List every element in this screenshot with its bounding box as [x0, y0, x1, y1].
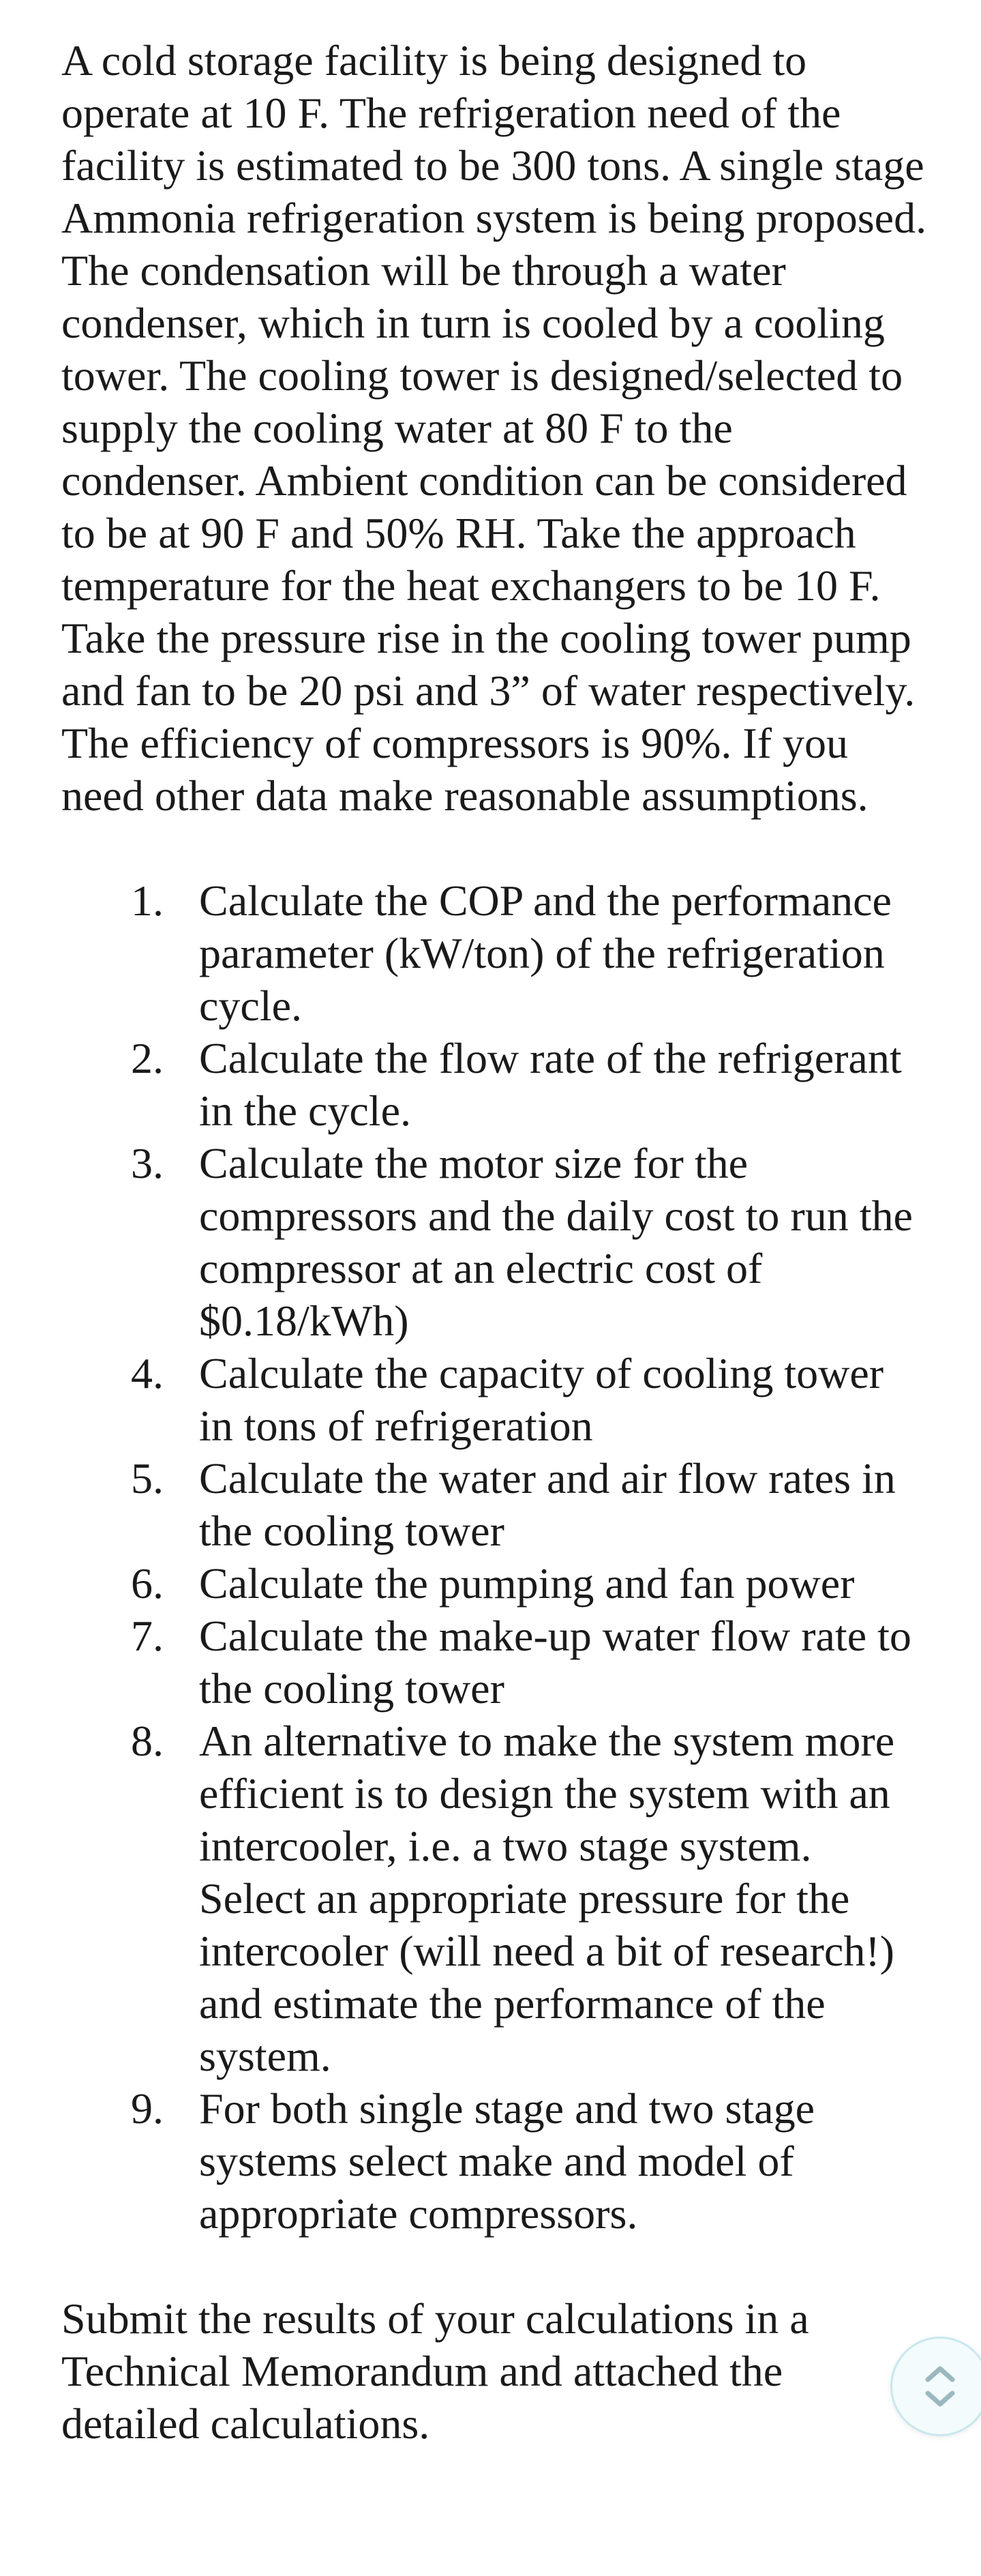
- task-item: [131, 1715, 927, 2082]
- intro-paragraph: A cold storage facility is being designed to operate at 10 F. The refrigeration need of the facility is estimated to be 300 tons. A single stage Ammonia refrigeration system is being proposed. The condensation will be through a water condenser, which in turn is cooled by a cooling tower. The cooling tower is designed/selected to supply the cooling water at 80 F to the condenser. Ambient condition can be considered to be at 90 F and 50% RH. Take the approach temperature for the heat exchangers to be 10 F. Take the pressure rise in the cooling tower pump and fan to be 20 psi and 3” of water respectively. The efficiency of compressors is 90%. If you need other data make reasonable assumptions.: [61, 36, 927, 820]
- task-item: [131, 1610, 927, 1715]
- task-text: Calculate the capacity of cooling tower in tons of refrigeration: [199, 1349, 884, 1450]
- task-item: [131, 1557, 927, 1610]
- task-number: 7.: [131, 1612, 164, 1660]
- task-text: Calculate the water and air flow rates in the cooling tower: [199, 1454, 896, 1555]
- task-item: [131, 1347, 927, 1452]
- task-text: Calculate the COP and the performance parameter (kW/ton) of the refrigeration cycle.: [199, 876, 892, 1030]
- task-number: 4.: [131, 1349, 164, 1397]
- task-number: 3.: [131, 1139, 164, 1187]
- task-item: [131, 1032, 927, 1137]
- chevron-up-down-icon: [918, 2359, 962, 2414]
- task-text: Calculate the make-up water flow rate to the cooling tower: [199, 1612, 911, 1713]
- task-text: Calculate the motor size for the compressors and the daily cost to run the compressor at an electric cost of $0.18/kWh): [199, 1139, 913, 1345]
- task-number: 8.: [131, 1717, 164, 1765]
- task-number: 6.: [131, 1559, 164, 1608]
- task-number: 5.: [131, 1454, 164, 1502]
- scroll-navigation-button[interactable]: [890, 2337, 981, 2436]
- task-item: [131, 2082, 927, 2240]
- task-number: 2.: [131, 1034, 164, 1082]
- closing-paragraph: Submit the results of your calculations in a Technical Memorandum and attached the detailed calculations.: [61, 2294, 809, 2448]
- task-text: Calculate the pumping and fan power: [199, 1559, 855, 1608]
- task-item: [131, 1452, 927, 1557]
- task-item: [131, 1137, 927, 1347]
- task-item: [131, 874, 927, 1032]
- document-body: [61, 34, 927, 2450]
- task-number: 9.: [131, 2084, 164, 2133]
- task-text: Calculate the flow rate of the refrigerant in the cycle.: [199, 1034, 902, 1135]
- task-list: [61, 874, 927, 2240]
- task-text: For both single stage and two stage systems select make and model of appropriate compressors.: [199, 2084, 815, 2238]
- task-number: 1.: [131, 876, 164, 925]
- task-text: An alternative to make the system more efficient is to design the system with an intercooler, i.e. a two stage system. Select an appropriate pressure for the intercooler (will need a bit of research!) and estimate the performance of the system.: [199, 1717, 895, 2080]
